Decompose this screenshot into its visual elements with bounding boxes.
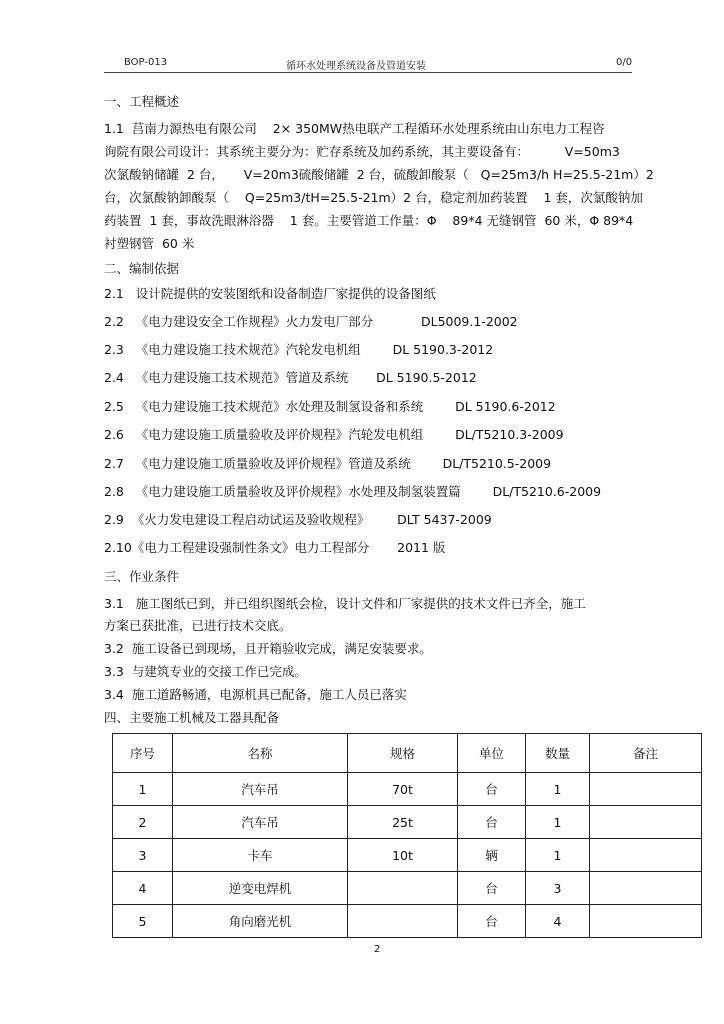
table-cell — [590, 806, 702, 839]
section-2-title: 二、编制依据 — [104, 261, 180, 276]
table-header-cell: 备注 — [590, 734, 702, 773]
basis-item: 2.5 《电力建设施工技术规范》水处理及制氢设备和系统 DL 5190.6-2012 — [104, 399, 556, 414]
condition-line: 3.1 施工图纸已到，并已组织图纸会检，设计文件和厂家提供的技术文件已齐全，施工 — [104, 596, 586, 611]
table-header-cell: 数量 — [526, 734, 590, 773]
table-cell: 1 — [113, 773, 173, 806]
table-cell: 1 — [526, 839, 590, 872]
table-cell: 角向磨光机 — [173, 905, 348, 938]
basis-item: 2.1 设计院提供的安装图纸和设备制造厂家提供的设备图纸 — [104, 286, 436, 301]
basis-item: 2.6 《电力建设施工质量验收及评价规程》汽轮发电机组 DL/T5210.3-2009 — [104, 427, 564, 442]
table-header-row — [113, 734, 702, 773]
table-cell: 辆 — [458, 839, 526, 872]
table-cell: 汽车吊 — [173, 773, 348, 806]
section-1-paragraph-line: 询院有限公司设计：其系统主要分为：贮存系统及加药系统，其主要设备有： V=50m3 — [104, 144, 620, 159]
table-cell — [590, 872, 702, 905]
table-cell: 25t — [348, 806, 458, 839]
table-header-cell: 单位 — [458, 734, 526, 773]
table-cell: 1 — [526, 773, 590, 806]
basis-item: 2.8 《电力建设施工质量验收及评价规程》水处理及制氢装置篇 DL/T5210.6-2009 — [104, 484, 602, 499]
table-cell: 2 — [113, 806, 173, 839]
condition-line: 3.2 施工设备已到现场，且开箱验收完成，满足安装要求。 — [104, 641, 432, 656]
table-row — [113, 839, 702, 872]
section-1-paragraph-line: 次氯酸钠储罐 2 台， V=20m3硫酸储罐 2 台，硫酸卸酸泵（ Q=25m3/h H=25.5-21m）2 — [104, 167, 654, 182]
basis-item: 2.10《电力工程建设强制性条文》电力工程部分 2011 版 — [104, 540, 446, 555]
table-header-cell: 规格 — [348, 734, 458, 773]
table-cell: 台 — [458, 872, 526, 905]
section-1-paragraph-line: 1.1 莒南力源热电有限公司 2× 350MW热电联产工程循环水处理系统由山东电力工程咨 — [104, 121, 605, 136]
basis-item: 2.3 《电力建设施工技术规范》汽轮发电机组 DL 5190.3-2012 — [104, 342, 494, 357]
section-1-paragraph-line: 台，次氯酸钠卸酸泵（ Q=25m3/tH=25.5-21m）2 台，稳定剂加药装置 1 套，次氯酸钠加 — [104, 190, 643, 205]
header-rule — [104, 72, 632, 73]
condition-line: 3.3 与建筑专业的交接工作已完成。 — [104, 664, 307, 679]
table-row — [113, 806, 702, 839]
table-cell: 台 — [458, 905, 526, 938]
equipment-table — [112, 733, 702, 938]
table-cell — [590, 773, 702, 806]
table-cell: 5 — [113, 905, 173, 938]
table-cell — [348, 905, 458, 938]
header-code: BOP-013 — [124, 57, 168, 68]
basis-item: 2.4 《电力建设施工技术规范》管道及系统 DL 5190.5-2012 — [104, 370, 477, 385]
table-row — [113, 773, 702, 806]
table-cell: 3 — [113, 839, 173, 872]
table-cell: 4 — [113, 872, 173, 905]
page-number: 2 — [374, 944, 381, 955]
table-header-cell: 序号 — [113, 734, 173, 773]
basis-item: 2.2 《电力建设安全工作规程》火力发电厂部分 DL5009.1-2002 — [104, 314, 518, 329]
table-cell: 汽车吊 — [173, 806, 348, 839]
table-cell: 10t — [348, 839, 458, 872]
table-cell — [590, 839, 702, 872]
table-row — [113, 872, 702, 905]
table-cell: 70t — [348, 773, 458, 806]
basis-item: 2.7 《电力建设施工质量验收及评价规程》管道及系统 DL/T5210.5-2009 — [104, 456, 552, 471]
table-cell: 台 — [458, 806, 526, 839]
table-cell: 逆变电焊机 — [173, 872, 348, 905]
header-title: 循环水处理系统设备及管道安装 — [286, 61, 426, 72]
table-cell: 卡车 — [173, 839, 348, 872]
section-1-paragraph-line: 衬塑钢管 60 米 — [104, 236, 195, 251]
table-cell: 1 — [526, 806, 590, 839]
section-1-title: 一、工程概述 — [104, 94, 180, 109]
table-cell: 台 — [458, 773, 526, 806]
table-row — [113, 905, 702, 938]
condition-line: 方案已获批准，已进行技术交底。 — [104, 618, 292, 633]
condition-line: 3.4 施工道路畅通，电源机具已配备，施工人员已落实 — [104, 687, 407, 702]
section-1-paragraph-line: 药装置 1 套，事故洗眼淋浴器 1 套。主要管道工作量：Φ 89*4 无缝钢管 60 米，Φ 89*4 — [104, 213, 634, 228]
section-3-title: 三、作业条件 — [104, 569, 180, 584]
basis-item: 2.9 《火力发电建设工程启动试运及验收规程》 DLT 5437-2009 — [104, 512, 492, 527]
table-cell — [348, 872, 458, 905]
section-4-title: 四、主要施工机械及工器具配备 — [104, 710, 280, 725]
table-cell: 4 — [526, 905, 590, 938]
header-page: 0/0 — [616, 57, 633, 68]
table-cell — [590, 905, 702, 938]
table-cell: 3 — [526, 872, 590, 905]
table-header-cell: 名称 — [173, 734, 348, 773]
